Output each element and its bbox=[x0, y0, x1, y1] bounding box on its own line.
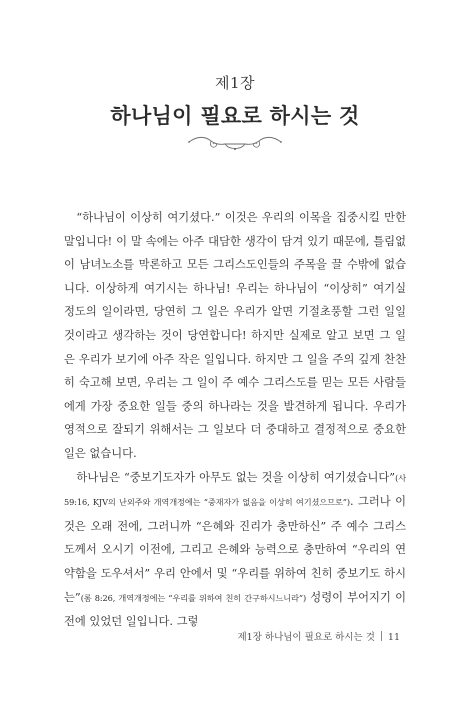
page-footer bbox=[237, 629, 400, 643]
chapter-body bbox=[64, 206, 406, 634]
paragraph-2-part-b: . 그러나 이것은 오래 전에, 그러니까 “은혜와 진리가 충만하신” 주 예수 그리스도께서 오시기 이전에, 그리고 은혜와 능력으로 충만하여 “우리의 연약함을 도우셔서” 우리 안에서 및 “우리를 위하여 친히 중보기도 하시는” bbox=[64, 495, 406, 604]
paragraph-2-part-c: 성령이 부어지기 이전에 있었던 일입니다. 그렇 bbox=[64, 590, 407, 629]
flourish-ornament-icon bbox=[185, 132, 285, 156]
chapter-title: 하나님이 필요로 하시는 것 bbox=[110, 103, 360, 128]
footer-divider bbox=[381, 631, 382, 641]
running-title: 제1장 하나님이 필요로 하시는 것 bbox=[237, 632, 375, 643]
paragraph-1: “하나님이 이상히 여기셨다.” 이것은 우리의 이목을 집중시킬 만한 말입니다! 이 말 속에는 아주 대담한 생각이 담겨 있기 때문에, 틀림없이 남녀노소를 막론하고 모든 그리스도인들의 주목을 끌 수밖에 없습니다. 이상하게 여기시는 하나님! 우리는 하나님이 “이상히” 여기실 정도의 일이라면, 당연히 그 일은 우리가 알면 기절초풍할 그런 일일 것이라고 생각하는 것이 당연합니다! 하지만 실제로 알고 보면 그 일은 우리가 보기에 아주 작은 일입니다. 하지만 그 일을 주의 깊게 찬찬히 숙고해 보면, 우리는 그 일이 주 예수 그리스도를 믿는 모든 사람들에게 가장 중요한 일들 중의 하나라는 것을 발견하게 됩니다. 우리가 영적으로 잘되기 위해서는 그 일보다 더 중대하고 결정적으로 중요한 일은 없습니다. bbox=[64, 211, 406, 460]
page-number: 11 bbox=[387, 632, 400, 643]
paragraph-2 bbox=[64, 466, 406, 634]
scripture-reference-2: (롬 8:26, 개역개정에는 “우리를 위하여 친히 간구하시느니라”) bbox=[80, 592, 307, 603]
paragraph-2-part-a: 하나님은 “중보기도자가 아무도 없는 것을 이상히 여기셨습니다” bbox=[76, 470, 396, 484]
scripture-reference-1: (사 59:16, KJV의 난외주와 개역개정에는 “중재자가 없음을 이상히 여기셨으므로”) bbox=[64, 472, 406, 508]
chapter-label: 제1장 bbox=[214, 74, 256, 92]
